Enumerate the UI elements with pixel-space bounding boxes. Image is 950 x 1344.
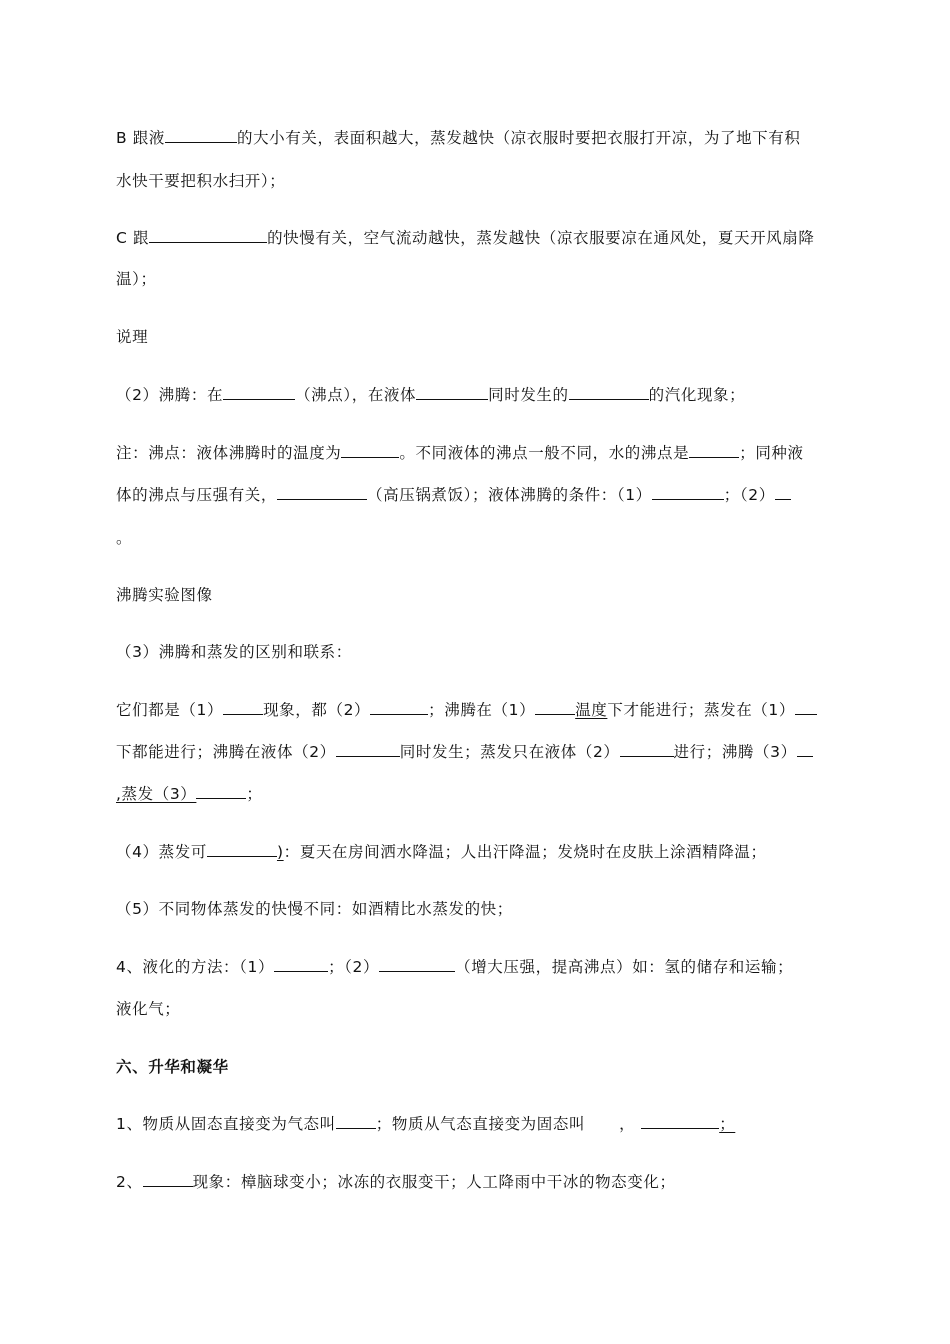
line-sublimation-examples <box>116 1172 846 1192</box>
text: 下都能进行；沸腾在液体（2） <box>116 743 336 761</box>
text: 同时发生的 <box>488 386 569 404</box>
text: 同时发生；蒸发只在液体（2） <box>399 743 620 761</box>
text: ；物质从气态直接变为固态叫 <box>375 1115 586 1133</box>
text: （5）不同物体蒸发的快慢不同：如酒精比水蒸发的快； <box>116 900 513 918</box>
text: 进行；沸腾（3） <box>673 743 797 761</box>
text: 温）； <box>116 270 157 288</box>
underlined-text: 温度 <box>575 701 608 719</box>
blank <box>207 842 277 857</box>
text: 现象：樟脑球变小；冰冻的衣服变干；人工降雨中干冰的物态变化； <box>192 1173 676 1191</box>
text: ；（2） <box>328 958 380 976</box>
text: 说理 <box>116 328 149 346</box>
text: （3）沸腾和蒸发的区别和联系： <box>116 643 352 661</box>
blank <box>336 742 400 757</box>
underlined-text: ) <box>276 843 284 861</box>
line-b-surface-area <box>116 128 846 148</box>
text: ；同种液 <box>739 444 804 462</box>
text: 的大小有关，表面积越大，蒸发越快（凉衣服时要把衣服打开凉，为了地下有积 <box>236 129 801 147</box>
line-c-airflow <box>116 228 846 248</box>
text: （沸点），在液体 <box>295 386 417 404</box>
text: （高压锅煮饭）；液体沸腾的条件：（1） <box>367 486 652 504</box>
line-evaporation-speed <box>116 899 846 919</box>
text: C 跟 <box>116 229 150 247</box>
blank <box>569 385 649 400</box>
blank <box>795 700 817 715</box>
blank <box>223 385 295 400</box>
line-comparison-2 <box>116 742 846 762</box>
blank <box>165 128 237 143</box>
line-boiling-definition <box>116 385 846 405</box>
text: 六、升华和凝华 <box>116 1058 229 1076</box>
blank <box>274 957 328 972</box>
text: 。不同液体的沸点一般不同，水的沸点是 <box>399 444 690 462</box>
blank <box>277 485 367 500</box>
line-sublimation-definition <box>116 1114 846 1134</box>
section-heading-sublimation <box>116 1057 846 1077</box>
blank <box>641 1114 719 1129</box>
blank <box>535 700 575 715</box>
line-boiling-pressure <box>116 485 846 505</box>
text: （2）沸腾：在 <box>116 386 224 404</box>
text: 现象，都（2） <box>263 701 371 719</box>
blank <box>775 485 791 500</box>
blank <box>341 443 399 458</box>
text: 下才能进行；蒸发在（1） <box>607 701 795 719</box>
blank <box>797 742 813 757</box>
line-comparison-1 <box>116 700 846 720</box>
blank <box>689 443 739 458</box>
text: 2、 <box>116 1173 143 1191</box>
text: ， <box>619 1115 636 1133</box>
line-liquefaction-methods <box>116 957 846 977</box>
text: 4、液化的方法：（1） <box>116 958 275 976</box>
text: 沸腾实验图像 <box>116 586 213 604</box>
blank <box>370 700 428 715</box>
underlined-text: , <box>116 785 122 803</box>
text: 它们都是（1） <box>116 701 224 719</box>
line-continuation <box>116 528 846 548</box>
line-continuation <box>116 171 846 191</box>
line-evaporation-cooling <box>116 842 846 862</box>
underlined-text: ； <box>719 1115 736 1133</box>
text: （增大压强，提高沸点）如：氢的储存和运输； <box>455 958 794 976</box>
text: 的汽化现象； <box>648 386 746 404</box>
line-heading-boiling-graph <box>116 585 846 605</box>
blank <box>196 784 246 799</box>
line-difference-heading <box>116 642 846 662</box>
text: 的快慢有关，空气流动越快，蒸发越快（凉衣服要凉在通风处，夏天开风扇降 <box>267 229 815 247</box>
text: ； <box>246 785 263 803</box>
blank <box>143 1172 193 1187</box>
blank <box>416 385 488 400</box>
text: 液化气； <box>116 1000 181 1018</box>
text: 1、物质从固态直接变为气态叫 <box>116 1115 336 1133</box>
line-heading-explain <box>116 327 846 347</box>
text: ：夏天在房间洒水降温；人出汗降温；发烧时在皮肤上涂酒精降温； <box>283 843 767 861</box>
text: 水快干要把积水扫开）； <box>116 172 286 190</box>
line-continuation <box>116 269 846 289</box>
line-comparison-3 <box>116 784 846 804</box>
blank <box>149 228 267 243</box>
line-continuation <box>116 999 846 1019</box>
text: 体的沸点与压强有关， <box>116 486 278 504</box>
blank <box>620 742 674 757</box>
underlined-text: 蒸发（3） <box>121 785 197 803</box>
blank <box>379 957 455 972</box>
text: （4）蒸发可 <box>116 843 207 861</box>
blank <box>336 1114 376 1129</box>
text: 。 <box>116 529 133 547</box>
blank <box>652 485 724 500</box>
line-boiling-point-note <box>116 443 846 463</box>
text: ；（2） <box>723 486 775 504</box>
text: B 跟液 <box>116 129 165 147</box>
blank <box>223 700 263 715</box>
text: ；沸腾在（1） <box>428 701 536 719</box>
text: 注：沸点：液体沸腾时的温度为 <box>116 444 342 462</box>
